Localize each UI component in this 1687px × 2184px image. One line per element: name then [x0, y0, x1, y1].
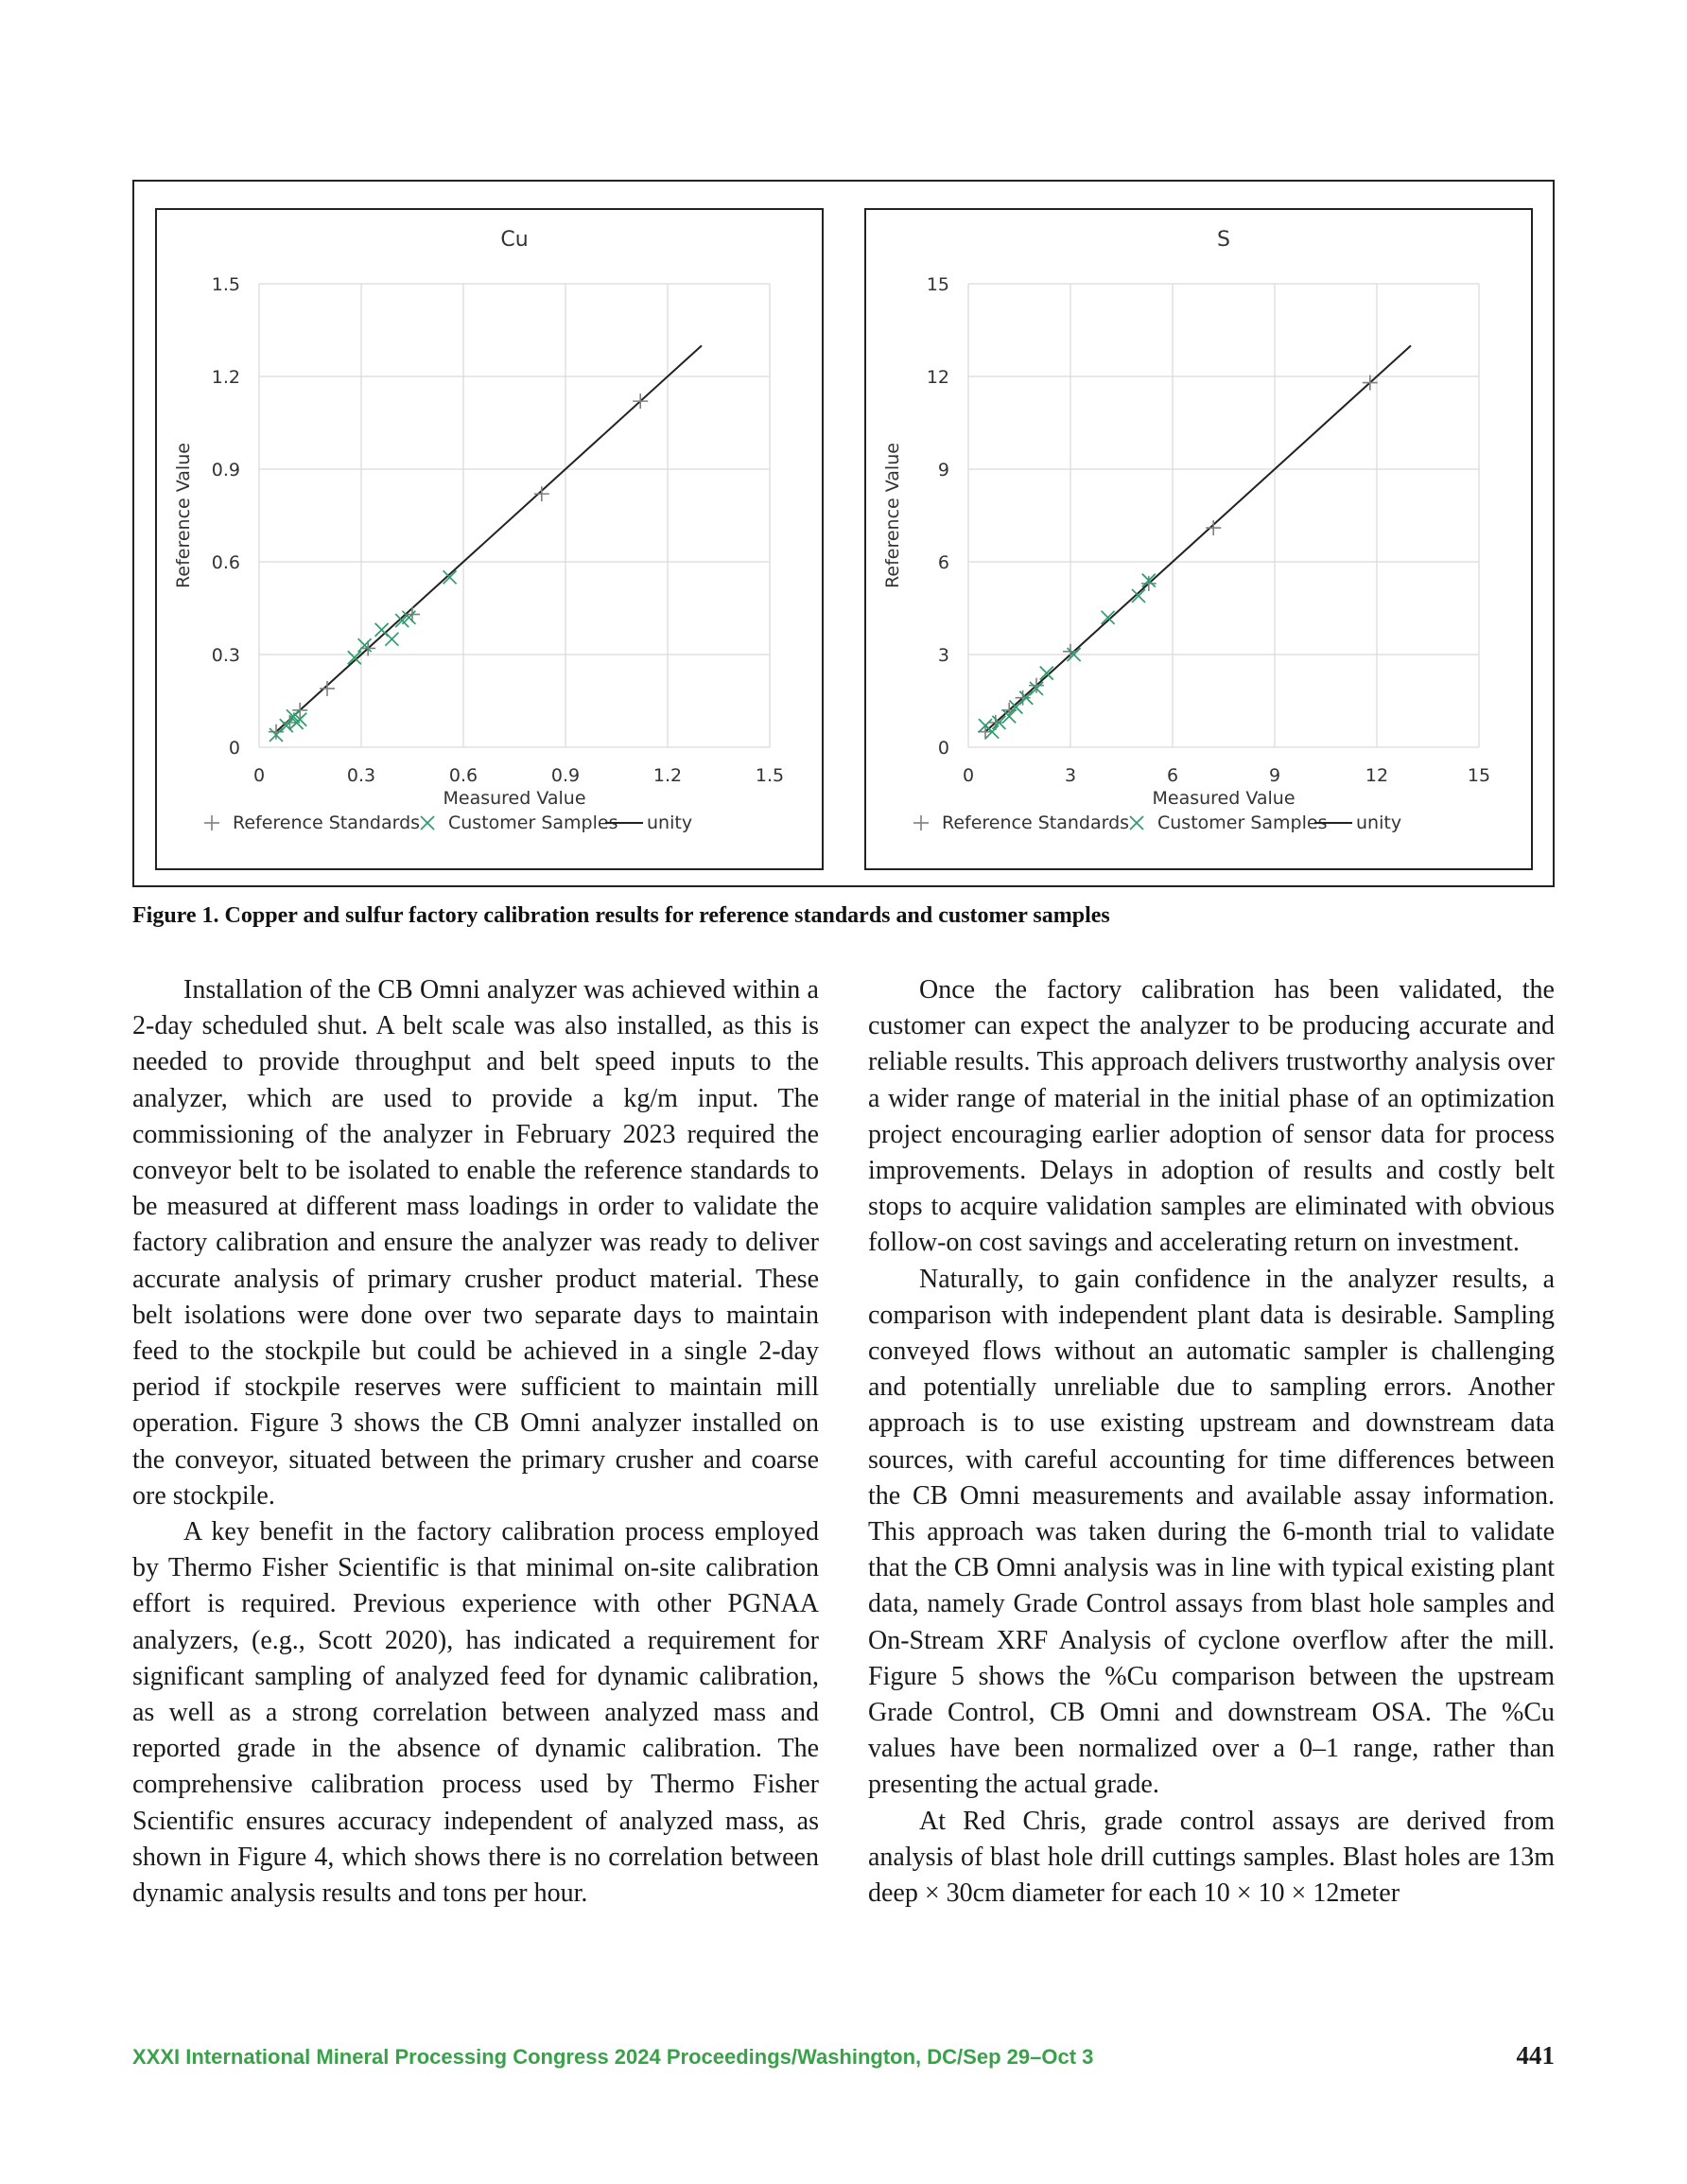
legend-label: Customer Samples	[1157, 812, 1328, 833]
chart-title: S	[1217, 228, 1230, 252]
x-tick-label: 0.6	[448, 765, 478, 786]
chart-s	[864, 208, 1533, 870]
y-tick-label: 12	[926, 367, 949, 388]
paragraph: Installation of the CB Omni analyzer was achieved within a 2-day scheduled shut. A belt scale was also installed, as this is needed to provide throughput and belt speed inputs to the analyzer, which are used to provide a kg/m input. The commissioning of the analyzer in February 2023 required the conveyor belt to be isolated to enable the reference standards to be measured at different mass loadings in order to validate the factory calibration and ensure the analyzer was ready to deliver accurate analysis of primary crusher product material. These belt isolations were done over two separate days to maintain feed to the stockpile but could be achieved in a single 2-day period if stockpile reserves were sufficient to maintain mill operation. Figure 3 shows the CB Omni analyzer installed on the conveyor, situated between the primary crusher and coarse ore stockpile.	[132, 975, 819, 1511]
y-tick-label: 1.2	[211, 367, 240, 388]
y-tick-label: 15	[926, 274, 949, 295]
footer-title: XXXI International Mineral Processing Congress 2024 Proceedings/Washington, DC/Sep 29–Oct 3	[132, 2045, 1094, 2069]
x-tick-label: 0.9	[550, 765, 581, 786]
x-axis-label: Measured Value	[443, 788, 586, 809]
x-tick-label: 12	[1365, 765, 1389, 786]
x-axis-label: Measured Value	[1152, 788, 1296, 809]
figure-caption: Figure 1. Copper and sulfur factory calibration results for reference standards and customer samples	[132, 903, 1110, 928]
y-tick-label: 1.5	[211, 274, 240, 295]
x-tick-label: 0.3	[346, 765, 376, 786]
page-number: 441	[1516, 2041, 1555, 2070]
y-tick-label: 0.6	[211, 552, 240, 573]
chart-panel-cu	[155, 208, 824, 870]
x-tick-label: 1.2	[652, 765, 683, 786]
y-tick-label: 3	[937, 645, 949, 666]
chart-title: Cu	[500, 228, 529, 252]
chart-cu	[155, 208, 824, 870]
y-axis-label: Reference Value	[173, 443, 194, 588]
paragraph: Naturally, to gain confidence in the analyzer results, a comparison with independent plant data is desirable. Sampling conveyed flows without an automatic sampler is challenging and potentially unreliable due to sampling errors. Another approach is to use existing upstream and downstream data sources, with careful accounting for time differences between the CB Omni measurements and available assay information. This approach was taken during the 6-month trial to validate that the CB Omni analysis was in line with typical existing plant data, namely Grade Control assays from blast hole samples and On-Stream XRF Analysis of cyclone overflow after the mill. Figure 5 shows the %Cu comparison between the upstream Grade Control, CB Omni and downstream OSA. The %Cu values have been normalized over a 0–1 range, rather than presenting the actual grade.	[868, 1264, 1555, 1800]
y-tick-label: 9	[937, 460, 949, 480]
x-tick-label: 0	[962, 765, 975, 786]
legend-label: Reference Standards	[233, 812, 421, 833]
y-tick-label: 0.9	[211, 460, 240, 480]
y-tick-label: 6	[937, 552, 949, 573]
y-tick-label: 0.3	[211, 645, 240, 666]
left-column	[132, 972, 819, 1912]
paragraph: A key benefit in the factory calibration process employed by Thermo Fisher Scientific is that minimal on-site calibration effort is required. Previous experience with other PGNAA analyzers, (e.g., Scott 2020), has indicated a requirement for significant sampling of analyzed feed for dynamic calibration, as well as a strong correlation between analyzed mass and reported grade in the absence of dynamic calibration. The comprehensive calibration process used by Thermo Fisher Scientific ensures accuracy independent of analyzed mass, as shown in Figure 4, which shows there is no correlation between dynamic analysis results and tons per hour.	[132, 1517, 819, 1909]
y-tick-label: 0	[228, 738, 240, 759]
right-column	[868, 972, 1555, 1912]
y-axis-label: Reference Value	[882, 443, 903, 588]
legend-label: unity	[1356, 812, 1402, 833]
x-tick-label: 15	[1467, 765, 1491, 786]
chart-panel-s	[864, 208, 1533, 870]
legend-label: unity	[647, 812, 693, 833]
y-tick-label: 0	[937, 738, 949, 759]
paragraph: At Red Chris, grade control assays are derived from analysis of blast hole drill cuttings samples. Blast holes are 13m deep × 30cm diameter for each 10 × 10 × 12meter	[868, 1806, 1555, 1909]
figure-frame	[132, 180, 1555, 887]
x-tick-label: 1.5	[755, 765, 785, 786]
x-tick-label: 6	[1166, 765, 1179, 786]
legend-label: Reference Standards	[942, 812, 1130, 833]
x-tick-label: 0	[252, 765, 266, 786]
x-tick-label: 3	[1064, 765, 1077, 786]
x-tick-label: 9	[1268, 765, 1281, 786]
legend-label: Customer Samples	[448, 812, 618, 833]
paragraph: Once the factory calibration has been validated, the customer can expect the analyzer to be producing accurate and reliable results. This approach delivers trustworthy analysis over a wider range of material in the initial phase of an optimization project encouraging earlier adoption of sensor data for process improvements. Delays in adoption of results and costly belt stops to acquire validation samples are eliminated with obvious follow-on cost savings and accelerating return on investment.	[868, 975, 1555, 1258]
